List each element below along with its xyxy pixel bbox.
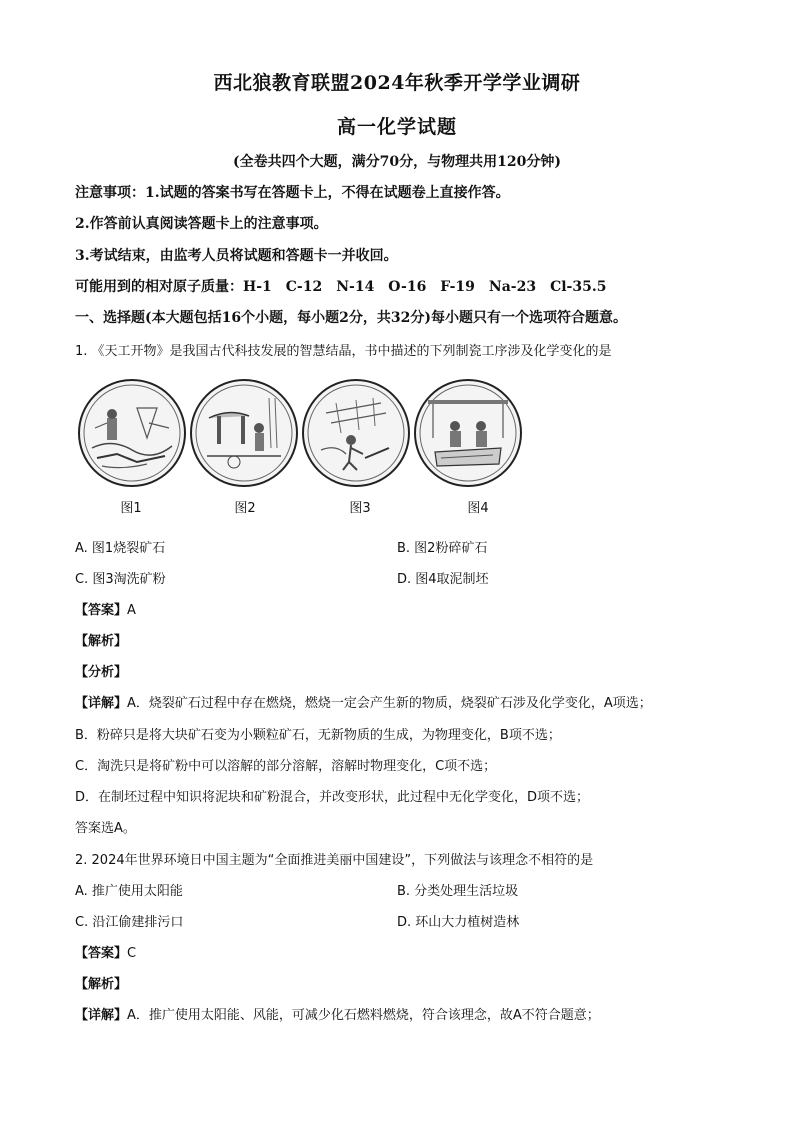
figure-3-caption: 图3 — [349, 501, 371, 516]
figure-1-caption: 图1 — [120, 501, 142, 516]
exam-title: 西北狼教育联盟2024年秋季开学学业调研 — [213, 72, 581, 94]
figure-1-image — [77, 378, 187, 488]
figure-4-caption: 图4 — [467, 501, 489, 516]
q1-option-a: A. 图1烧裂矿石 — [75, 541, 166, 556]
q1-detail-a — [75, 692, 652, 711]
exam-subtitle: (全卷共四个大题，满分70分，与物理共用120分钟) — [233, 154, 561, 170]
q1-analysis-label: 【解析】 — [75, 634, 128, 649]
q1-option-b: B. 图2粉碎矿石 — [397, 541, 488, 556]
atomic-masses: 可能用到的相对原子质量：H-1 C-12 N-14 O-16 F-19 Na-23 Cl-35.5 — [75, 279, 607, 295]
q1-answer — [75, 599, 136, 618]
figure-4-image — [413, 378, 523, 488]
q1-fenxi-label: 【分析】 — [75, 665, 128, 680]
detail-text: A．烧裂矿石过程中存在燃烧，燃烧一定会产生新的物质，烧裂矿石涉及化学变化，A项选； — [127, 696, 652, 711]
exam-subject-title: 高一化学试题 — [336, 116, 457, 138]
detail-text: A．推广使用太阳能、风能，可减少化石燃料燃烧，符合该理念，故A不符合题意； — [127, 1008, 600, 1023]
answer-label: 【答案】 — [75, 946, 128, 961]
notice-line-3: 3.考试结束，由监考人员将试题和答题卡一并收回。 — [75, 248, 398, 264]
q1-option-d: D. 图4取泥制坯 — [397, 572, 489, 587]
section-heading: 一、选择题(本大题包括16个小题，每小题2分，共32分)每小题只有一个选项符合题意。 — [75, 310, 627, 326]
question-1-stem: 1. 《天工开物》是我国古代科技发展的智慧结晶，书中描述的下列制瓷工序涉及化学变化的是 — [75, 344, 612, 359]
q2-analysis-label: 【解析】 — [75, 977, 128, 992]
q2-option-b: B. 分类处理生活垃圾 — [397, 884, 519, 899]
notice-line-1: 注意事项：1.试题的答案书写在答题卡上，不得在试题卷上直接作答。 — [75, 185, 510, 201]
q1-option-c: C. 图3淘洗矿粉 — [75, 572, 166, 587]
detail-label: 【详解】 — [75, 696, 128, 711]
figure-2-caption: 图2 — [234, 501, 256, 516]
answer-value: C — [127, 946, 137, 961]
answer-value: A — [127, 603, 136, 618]
q1-detail-b: B．粉碎只是将大块矿石变为小颗粒矿石，无新物质的生成，为物理变化，B项不选； — [75, 728, 561, 743]
figure-3-image — [301, 378, 411, 488]
figure-2-image — [189, 378, 299, 488]
answer-label: 【答案】 — [75, 603, 128, 618]
q1-detail-c: C．淘洗只是将矿粉中可以溶解的部分溶解，溶解时物理变化，C项不选； — [75, 759, 497, 774]
q2-detail-a — [75, 1004, 600, 1023]
notice-line-2: 2.作答前认真阅读答题卡上的注意事项。 — [75, 216, 328, 232]
detail-label: 【详解】 — [75, 1008, 128, 1023]
q2-answer — [75, 942, 136, 961]
q1-conclusion: 答案选A。 — [75, 821, 136, 836]
q1-detail-d: D．在制坯过程中知识将泥块和矿粉混合，并改变形状，此过程中无化学变化，D项不选； — [75, 790, 590, 805]
question-2-stem: 2. 2024年世界环境日中国主题为“全面推进美丽中国建设”，下列做法与该理念不相符的是 — [75, 853, 594, 868]
q2-option-d: D. 环山大力植树造林 — [397, 915, 520, 930]
q2-option-c: C. 沿江偷建排污口 — [75, 915, 184, 930]
q2-option-a: A. 推广使用太阳能 — [75, 884, 183, 899]
